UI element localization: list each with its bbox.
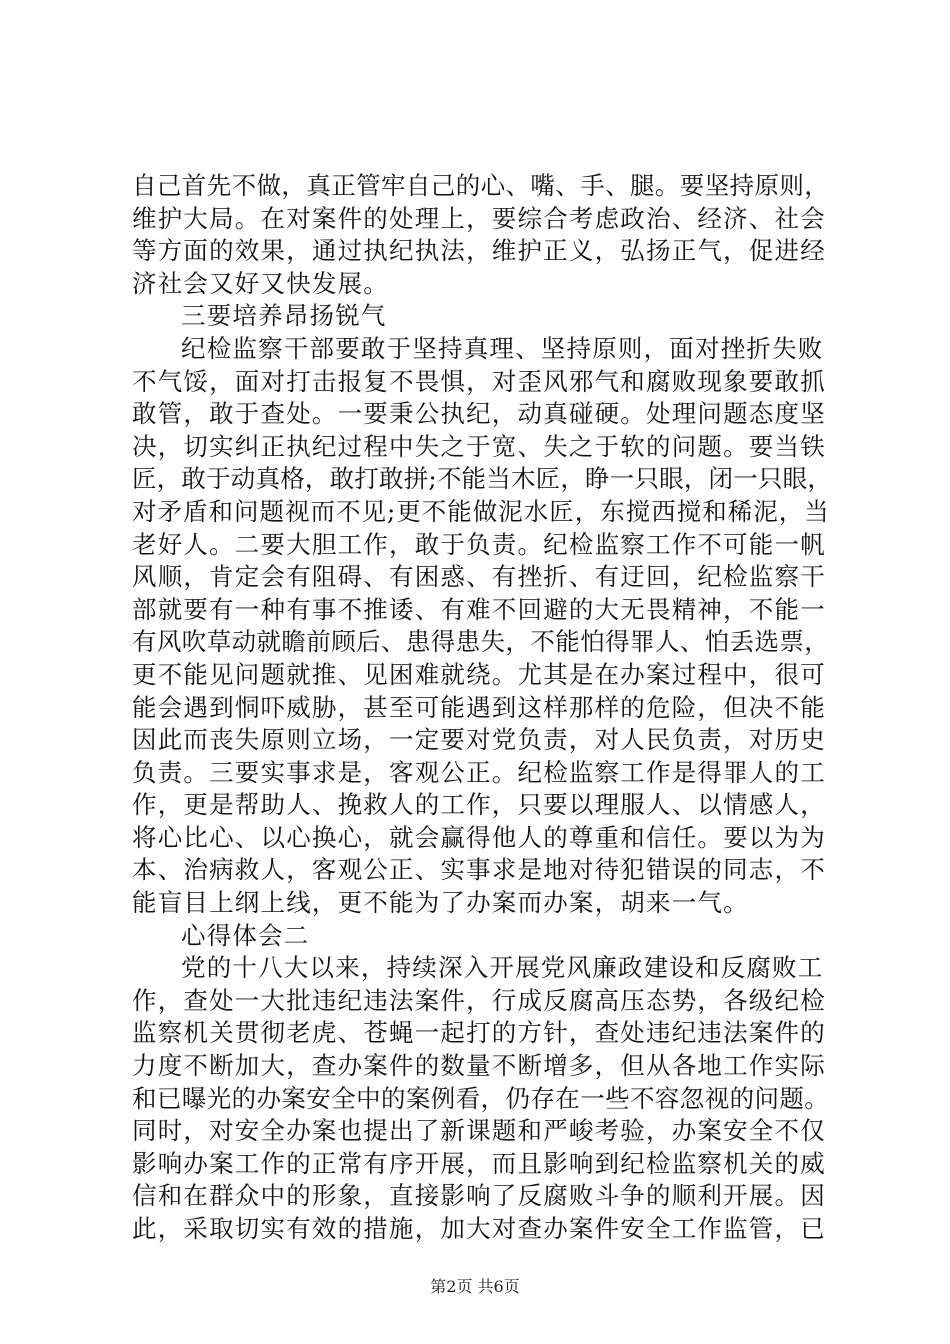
text-line: 作，更是帮助人、挽救人的工作，只要以理服人、以情感人， xyxy=(132,790,826,820)
text-line: 能会遇到恫吓威胁，甚至可能遇到这样那样的危险，但决不能 xyxy=(132,692,826,722)
text-line: 本、治病救人，客观公正、实事求是地对待犯错误的同志，不 xyxy=(132,855,826,885)
text-line: 作，查处一大批违纪违法案件，行成反腐高压态势，各级纪检 xyxy=(132,985,826,1015)
document-body xyxy=(132,170,832,1246)
text-line: 力度不断加大，查办案件的数量不断增多，但从各地工作实际 xyxy=(132,1051,826,1081)
text-line: 对矛盾和问题视而不见;更不能做泥水匠，东搅西搅和稀泥，当 xyxy=(132,496,830,526)
text-line: 匠，敢于动真格，敢打敢拼;不能当木匠，睁一只眼，闭一只眼， xyxy=(132,464,833,494)
text-line: 和已曝光的办案安全中的案例看，仍存在一些不容忽视的问题。 xyxy=(132,1083,830,1113)
text-line: 将心比心、以心换心，就会赢得他人的尊重和信任。要以为为 xyxy=(132,822,826,852)
text-line: 影响办案工作的正常有序开展，而且影响到纪检监察机关的威 xyxy=(132,1148,826,1178)
text-line: 纪检监察干部要敢于坚持真理、坚持原则，面对挫折失败 xyxy=(181,333,824,363)
text-line: 党的十八大以来，持续深入开展党风廉政建设和反腐败工 xyxy=(181,953,824,983)
text-line: 自己首先不做，真正管牢自己的心、嘴、手、腿。要坚持原则， xyxy=(132,171,830,200)
text-line: 不气馁，面对打击报复不畏惧，对歪风邪气和腐败现象要敢抓 xyxy=(132,366,826,396)
text-line: 心得体会二 xyxy=(181,920,310,950)
text-line: 风顺，肯定会有阻碍、有困惑、有挫折、有迂回，纪检监察干 xyxy=(132,562,826,592)
text-line: 负责。三要实事求是，客观公正。纪检监察工作是得罪人的工 xyxy=(132,757,826,787)
text-line: 三要培养昂扬锐气 xyxy=(181,301,387,331)
text-line: 此，采取切实有效的措施，加大对查办案件安全工作监管，已 xyxy=(132,1214,826,1243)
page-footer: 第2页 共6页 xyxy=(430,1277,520,1296)
text-line: 有风吹草动就瞻前顾后、患得患失，不能怕得罪人、怕丢选票， xyxy=(132,627,830,657)
text-line: 更不能见问题就推、见困难就绕。尤其是在办案过程中，很可 xyxy=(132,659,826,689)
text-line: 等方面的效果，通过执纪执法，维护正义，弘扬正气，促进经 xyxy=(132,236,826,266)
text-line: 信和在群众中的形象，直接影响了反腐败斗争的顺利开展。因 xyxy=(132,1181,826,1211)
text-line: 能盲目上纲上线，更不能为了办案而办案，胡来一气。 xyxy=(132,888,749,918)
text-line: 济社会又好又快发展。 xyxy=(132,268,389,298)
text-line: 因此而丧失原则立场，一定要对党负责，对人民负责，对历史 xyxy=(132,725,826,755)
text-line: 决，切实纠正执纪过程中失之于宽、失之于软的问题。要当铁 xyxy=(132,431,826,461)
text-line: 敢管，敢于查处。一要秉公执纪，动真碰硬。处理问题态度坚 xyxy=(132,399,826,429)
text-line: 部就要有一种有事不推诿、有难不回避的大无畏精神，不能一 xyxy=(132,594,826,624)
text-line: 维护大局。在对案件的处理上，要综合考虑政治、经济、社会 xyxy=(132,203,826,233)
text-line: 监察机关贯彻老虎、苍蝇一起打的方针，查处违纪违法案件的 xyxy=(132,1018,826,1048)
text-line: 老好人。二要大胆工作，敢于负责。纪检监察工作不可能一帆 xyxy=(132,529,826,559)
text-line: 同时，对安全办案也提出了新课题和严峻考验，办案安全不仅 xyxy=(132,1116,826,1146)
